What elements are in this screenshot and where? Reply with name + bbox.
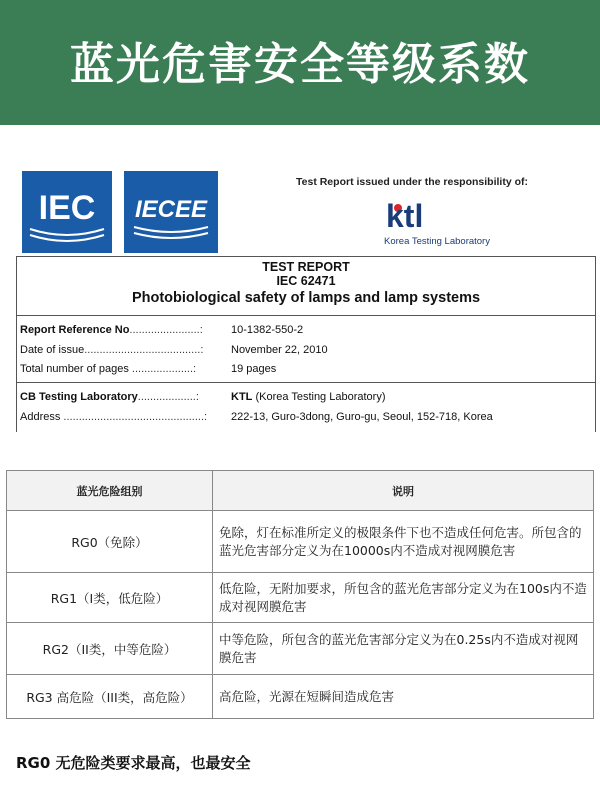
table-row [7, 511, 594, 573]
header-group: 蓝光危险组别 [7, 471, 213, 511]
iec-logo [22, 171, 112, 253]
page-title: 蓝光危害安全等级系数 [70, 38, 530, 90]
ktl-subtitle: Korea Testing Laboratory [384, 236, 490, 247]
table-header-row [7, 471, 594, 511]
report-row-reference: Report Reference No.......................: 10-1382-550-2 [20, 324, 304, 336]
row-group: RG1（I类，低危险） [7, 573, 213, 623]
report-row-value: 10-1382-550-2 [231, 324, 304, 336]
table-row [7, 623, 594, 675]
report-row-label: Address [20, 411, 61, 423]
row-group: RG2（II类，中等危险） [7, 623, 213, 675]
iecee-logo [124, 171, 218, 253]
report-heading [17, 257, 595, 316]
report-row-pages: Total number of pages ....................: 19 pages [20, 363, 277, 375]
row-group: RG3 高危险（III类，高危险） [7, 675, 213, 719]
ktl-logo [384, 194, 484, 230]
report-row-address: Address ..............................................: 222-13, Guro-3dong, Guro-gu, Seoul, 152-718, Korea [20, 411, 493, 423]
iec-logo-text: IEC [38, 189, 96, 227]
report-row-date: Date of issue......................................: November 22, 2010 [20, 344, 328, 356]
report-row-label: Date of issue [20, 344, 85, 356]
footer-note: RG0 无危险类要求最高，也最安全 [16, 754, 251, 772]
report-divider [17, 382, 595, 383]
test-report-box [16, 256, 596, 432]
report-row-laboratory: CB Testing Laboratory...................: KTL (Korea Testing Laboratory) [20, 391, 386, 403]
title-banner [0, 0, 600, 125]
report-row-label: Report Reference No [20, 324, 130, 336]
report-row-label: Total number of pages [20, 363, 129, 375]
row-group: RG0（免除） [7, 511, 213, 573]
header-description: 说明 [213, 471, 594, 511]
report-row-value: KTL (Korea Testing Laboratory) [231, 391, 386, 403]
row-description: 低危险，无附加要求，所包含的蓝光危害部分定义为在100s内不造成对视网膜危害 [213, 573, 594, 623]
report-row-value: November 22, 2010 [231, 344, 328, 356]
responsibility-text: Test Report issued under the responsibility of: [296, 176, 528, 188]
iecee-logo-text: IECEE [134, 196, 208, 223]
report-heading-standard: IEC 62471 [276, 274, 336, 288]
table-row [7, 573, 594, 623]
report-row-value: 19 pages [231, 363, 277, 375]
ktl-logo-text: ktl [386, 198, 424, 230]
blue-light-hazard-table [6, 470, 594, 719]
row-description: 中等危险，所包含的蓝光危害部分定义为在0.25s内不造成对视网膜危害 [213, 623, 594, 675]
row-description: 免除，灯在标准所定义的极限条件下也不造成任何危害。所包含的蓝光危害部分定义为在10000s内不造成对视网膜危害 [213, 511, 594, 573]
report-row-label: CB Testing Laboratory [20, 391, 138, 403]
row-description: 高危险，光源在短瞬间造成危害 [213, 675, 594, 719]
report-row-value: 222-13, Guro-3dong, Guro-gu, Seoul, 152-718, Korea [231, 411, 493, 423]
table-row [7, 675, 594, 719]
report-heading-title: TEST REPORT [262, 260, 350, 274]
report-heading-subject: Photobiological safety of lamps and lamp systems [131, 290, 481, 306]
